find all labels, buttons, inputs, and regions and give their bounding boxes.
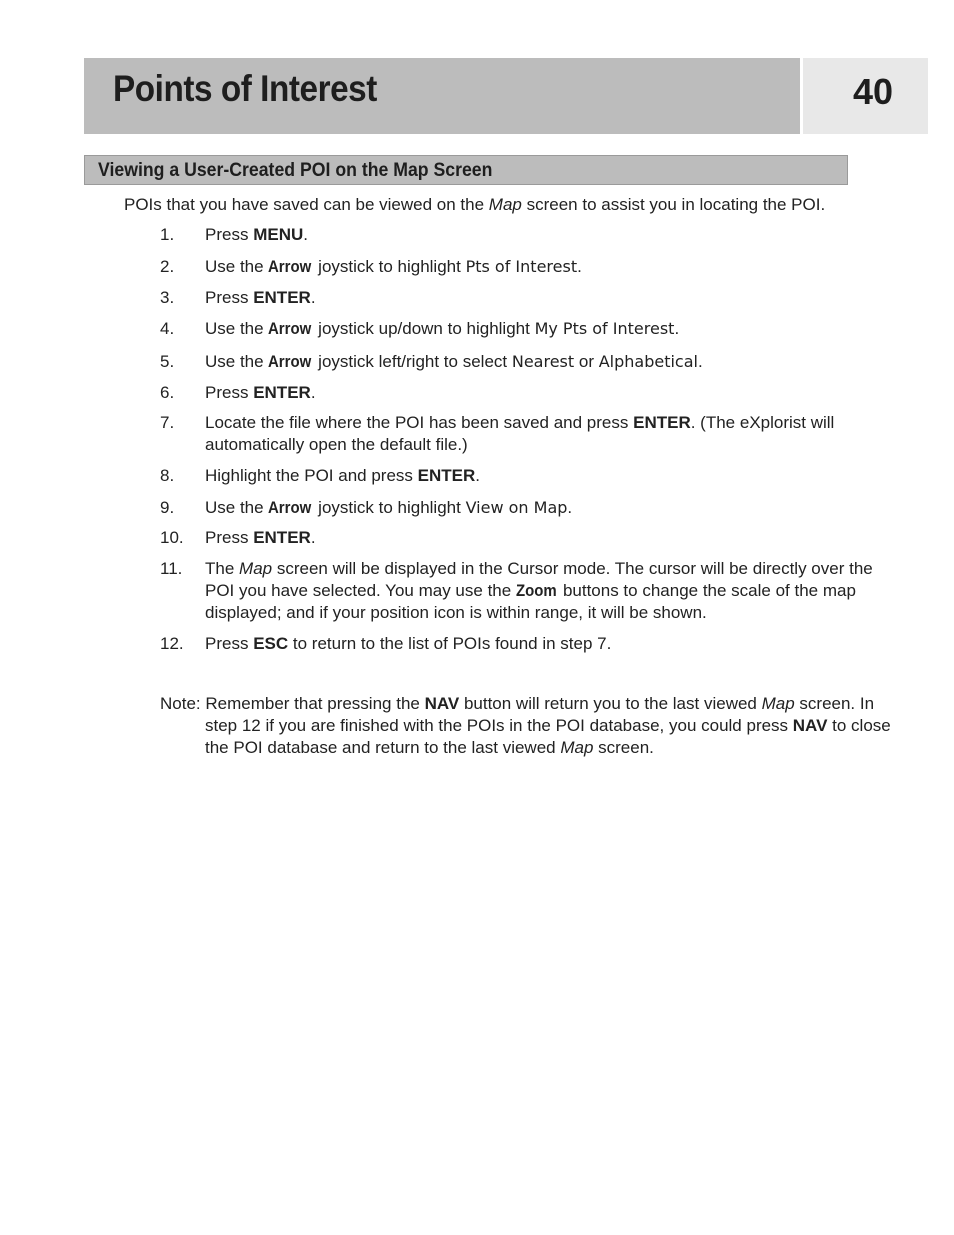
button-name: ENTER — [253, 383, 311, 402]
screen-option: Nearest — [511, 352, 575, 371]
step-number: 12. — [160, 634, 184, 653]
step-text: Press ENTER. — [205, 383, 316, 402]
step-text: Use the Arrow joystick to highlight Pts of Interest. — [205, 257, 582, 276]
screen-option: View on Map — [465, 498, 568, 517]
step-number: 9. — [160, 498, 175, 517]
step-text: Use the Arrow joystick up/down to highlight My Pts of Interest. — [205, 319, 680, 338]
step-number: 4. — [160, 319, 175, 338]
section-heading-bar — [84, 155, 848, 185]
map-term: Map — [239, 559, 273, 578]
step-text: Locate the file where the POI has been saved and press ENTER. (The eXplorist will automatically open the default file.) — [205, 413, 835, 454]
screen-option: My Pts of Interest — [534, 319, 675, 338]
page-number: 40 — [853, 71, 894, 112]
step-number: 11. — [160, 559, 183, 578]
map-term: Map — [560, 738, 594, 757]
step-number: 6. — [160, 383, 175, 402]
button-name: NAV — [424, 694, 460, 713]
step-text: Press ENTER. — [205, 288, 316, 307]
step-number: 5. — [160, 352, 175, 371]
intro-paragraph: POIs that you have saved can be viewed on the Map screen to assist you in locating the POI. — [124, 195, 826, 214]
map-term: Map — [488, 195, 522, 214]
step-text: Press ENTER. — [205, 528, 316, 547]
button-name: NAV — [792, 716, 828, 735]
step-text: The Map screen will be displayed in the Cursor mode. The cursor will be directly over the POI you have selected. You may use the Zoom buttons to change the scale of the map displayed; and if your position icon is within range, it will be shown. — [205, 559, 873, 622]
step-number: 2. — [160, 257, 175, 276]
button-name: ENTER — [633, 413, 691, 432]
step-number: 10. — [160, 528, 184, 547]
section-heading: Viewing a User-Created POI on the Map Screen — [98, 160, 493, 181]
button-name: MENU — [253, 225, 304, 244]
note-paragraph — [160, 693, 905, 759]
button-name: ENTER — [253, 288, 311, 307]
step-text: Use the Arrow joystick left/right to select Nearest or Alphabetical. — [205, 352, 703, 371]
step-text: Highlight the POI and press ENTER. — [205, 466, 480, 485]
page-number-box — [803, 58, 928, 134]
step-text: Press ESC to return to the list of POIs found in step 7. — [205, 634, 612, 653]
button-name: ENTER — [417, 466, 476, 485]
button-name: Arrow — [268, 352, 312, 371]
button-name: Arrow — [268, 257, 312, 276]
step-number: 3. — [160, 288, 175, 307]
step-number: 8. — [160, 466, 175, 485]
step-text: Use the Arrow joystick to highlight View on Map. — [205, 498, 573, 517]
button-name: Arrow — [268, 498, 312, 517]
page-title: Points of Interest — [113, 68, 377, 109]
button-name: ESC — [253, 634, 289, 653]
screen-option: Alphabetical — [598, 352, 698, 371]
button-name: Zoom — [515, 581, 557, 600]
step-number: 1. — [160, 225, 175, 244]
step-text: Press MENU. — [205, 225, 308, 244]
note-text: Note: Remember that pressing the NAV button will return you to the last viewed Map screen. In step 12 if you are finished with the POIs in the POI database, you could press NAV to close the POI database and return to the last viewed Map screen. — [160, 694, 891, 757]
button-name: ENTER — [253, 528, 311, 547]
screen-option: Pts of Interest — [465, 257, 578, 276]
button-name: Arrow — [268, 319, 312, 338]
map-term: Map — [761, 694, 795, 713]
step-number: 7. — [160, 413, 175, 432]
header-bar — [84, 58, 800, 134]
